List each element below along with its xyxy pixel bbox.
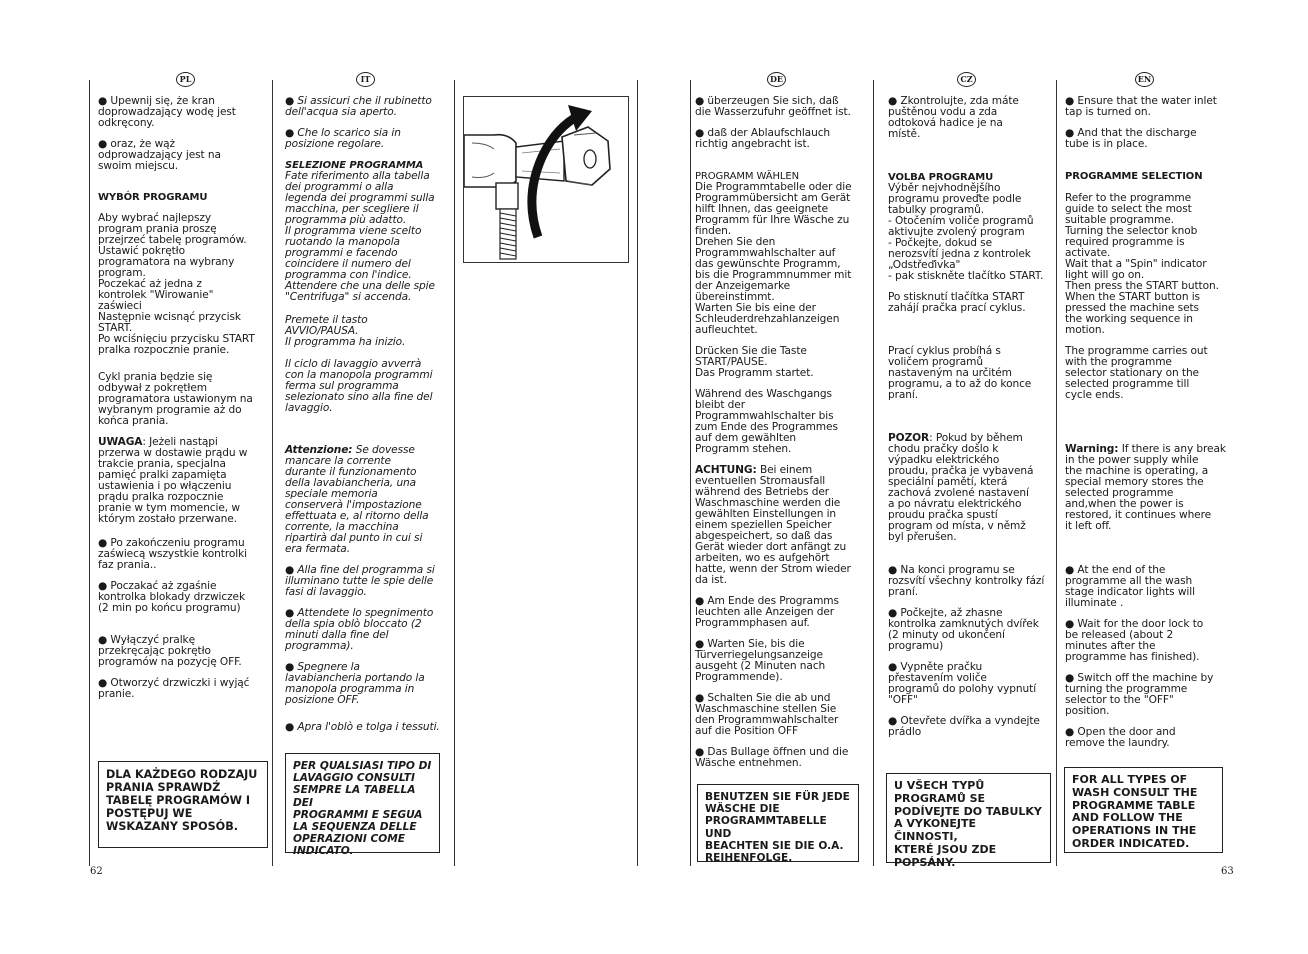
warning-paragraph (888, 433, 1053, 543)
paragraph: Cykl prania będzie się odbywał z pokrętłem programatora ustawionym na wybranym programie aż do końca prania. (98, 371, 253, 427)
column-de (695, 96, 867, 779)
warning-text: : Jeżeli nastąpi przerwa w dostawie prądu w trakcie prania, specjalna pamięć pralki zapamięta ustawienia i po włączeniu prądu pralka rozpocznie pranie w tym momencie, w którym zostało przerwane. (98, 436, 248, 525)
language-badge-de: DE (767, 72, 786, 87)
column-divider (873, 80, 874, 866)
bullet-text: ● oraz, że wąż odprowadzający jest na swoim miejscu. (98, 138, 221, 172)
paragraph: Prací cyklus probíhá s voličem programů nastaveným na určitém programu, a to až do konce praní. (888, 345, 1032, 401)
notice-box-pl: DLA KAŻDEGO RODZAJU PRANIA SPRAWDŹ TABELĘ PROGRAMÓW I POSTĘPUJ WE WSKAZANY SPOSÓB. (98, 761, 268, 848)
language-badge-it: IT (356, 72, 375, 87)
section-heading: VOLBA PROGRAMU (888, 172, 994, 183)
paragraph: Premete il tasto AVVIO/PAUSA. Il programma ha inizio. (285, 314, 406, 348)
page-number-right: 63 (1221, 866, 1234, 877)
notice-box-de: BENUTZEN SIE FÜR JEDE WÄSCHE DIE PROGRAMMTABELLE UND BEACHTEN SIE DIE O.A. REIHENFOLGE. (697, 784, 859, 862)
warning-label: ACHTUNG: (695, 464, 757, 476)
bullet-text: ● überzeugen Sie sich, daß die Wasserzufuhr geöffnet ist. (695, 95, 851, 118)
bullet-text: ● Otevřete dvířka a vyndejte prádlo (888, 715, 1040, 738)
bullet-text: ● Zkontrolujte, zda máte puštěnou vodu a zda odtoková hadice je na místě. (888, 95, 1019, 140)
column-divider (89, 80, 90, 866)
bullet-text: ● At the end of the programme all the wash stage indicator lights will illuminate . (1065, 564, 1195, 609)
tap-illustration (463, 96, 629, 263)
warning-text: : Pokud by během chodu pračky došlo k výpadku elektrického proudu, pračka je vybavená speciální pamětí, která zachová zvolené nastavení a po návratu elektrického proudu pračka spustí program od místa, v němž byl přerušen. (888, 432, 1034, 543)
bullet-text: ● Počkejte, až zhasne kontrolka zamknutých dvířek (2 minuty od ukončení programu) (888, 607, 1039, 652)
column-divider (690, 80, 691, 866)
bullet-text: ● Wait for the door lock to be released (about 2 minutes after the programme has finished). (1065, 618, 1204, 663)
paragraph: Po stisknutí tlačítka START zahájí pračka prací cyklus. (888, 291, 1026, 314)
paragraph: Il ciclo di lavaggio avverrà con la manopola programmi ferma sul programma selezionato sino alla fine del lavaggio. (285, 358, 433, 414)
warning-text: Bei einem eventuellen Stromausfall während des Betriebs der Waschmaschine werden die gewählten Einstellungen in einem speziellen Speicher abgespeichert, so daß das Gerät wieder dort anfängt zu arbeiten, wo es aufgehört hatte, wenn der Strom wieder da ist. (695, 464, 851, 586)
bullet-text: ● Upewnij się, że kran doprowadzający wodę jest odkręcony. (98, 95, 236, 129)
paragraph: Refer to the programme guide to select the most suitable programme. Turning the selector knob required programme is activate. Wait that a "Spin" indicator light will go on. Then press the START button. When the START button is pressed the machine sets the working sequence in motion. (1065, 192, 1219, 336)
paragraph: Die Programmtabelle oder die Programmübersicht am Gerät hilft Ihnen, das geeignete Programm für Ihre Wäsche zu finden. Drehen Sie den Programmwahlschalter auf das gewünschte Programm, bis die Programmnummer mit der Anzeigemarke übereinstimmt. Warten Sie bis eine der Schleuderdrehzahlanzeigen aufleuchtet. (695, 181, 852, 336)
section-heading: WYBÓR PROGRAMU (98, 192, 208, 203)
bullet-text: ● Apra l'oblò e tolga i tessuti. (285, 721, 440, 733)
paragraph: Fate riferimento alla tabella dei programmi o alla legenda dei programmi sulla macchina, per scegliere il programma più adatto. Il programma viene scelto ruotando la manopola programmi e facendo coincidere il numero del programma con l'indice. Attendere che una delle spie "Centrifuga" si accenda. (285, 170, 435, 303)
warning-label: Warning: (1065, 443, 1119, 455)
page-number-left: 62 (90, 866, 103, 877)
bullet-text: ● daß der Ablaufschlauch richtig angebracht ist. (695, 127, 831, 150)
warning-paragraph (1065, 444, 1227, 532)
warning-label: POZOR (888, 432, 930, 444)
bullet-text: ● Switch off the machine by turning the programme selector to the "OFF" position. (1065, 672, 1214, 717)
language-badge-cz: CZ (957, 72, 976, 87)
warning-text: Se dovesse mancare la corrente durante il funzionamento della lavabiancheria, una speciale memoria conserverà l'impostazione effettuata e, al ritorno della corrente, la macchina ripartirà dal punto in cui si era fermata. (285, 444, 429, 555)
notice-box-en: FOR ALL TYPES OF WASH CONSULT THE PROGRAMME TABLE AND FOLLOW THE OPERATIONS IN THE ORDER INDICATED. (1064, 767, 1223, 853)
bullet-text: ● Wyłączyć pralkę przekręcając pokrętło programów na pozycję OFF. (98, 634, 242, 668)
bullet-text: ● And that the discharge tube is in place. (1065, 127, 1197, 150)
bullet-text: ● Na konci programu se rozsvítí všechny kontrolky fází praní. (888, 564, 1045, 598)
section-heading: SELEZIONE PROGRAMMA (285, 160, 424, 171)
paragraph: Výběr nejvhodnějšího programu proveďte podle tabulky programů. - Otočením voliče programů aktivujte zvolený program - Počkejte, dokud se nerozsvítí jedna z kontrolek „Odstřeďivka" - pak stiskněte tlačítko START. (888, 182, 1044, 282)
bullet-text: ● Ensure that the water inlet tap is turned on. (1065, 95, 1217, 118)
section-heading: PROGRAMM WÄHLEN (695, 171, 799, 182)
bullet-text: ● Attendete lo spegnimento della spia oblò bloccato (2 minuti dalla fine del programma). (285, 607, 434, 652)
water-tap-icon (464, 97, 628, 262)
column-it (285, 96, 450, 743)
column-divider (272, 80, 273, 866)
bullet-text: ● Am Ende des Programms leuchten alle Anzeigen der Programmphasen auf. (695, 595, 839, 629)
paragraph: Während des Waschgangs bleibt der Programmwahlschalter bis zum Ende des Programmes auf dem gewählten Programm stehen. (695, 388, 838, 455)
bullet-text: ● Poczakać aż zgaśnie kontrolka blokady drzwiczek (2 min po końcu programu) (98, 580, 245, 614)
bullet-text: ● Otworzyć drzwiczki i wyjąć pranie. (98, 677, 250, 700)
bullet-text: ● Schalten Sie die ab und Waschmaschine stellen Sie den Programmwahlschalter auf die Position OFF (695, 692, 839, 737)
warning-text: If there is any break in the power supply while the machine is operating, a special memory stores the selected programme and,when the power is restored, it continues where it left off. (1065, 443, 1226, 532)
warning-paragraph (695, 465, 867, 586)
column-divider (454, 80, 455, 866)
column-divider (637, 80, 638, 866)
notice-box-cz: U VŠECH TYPŮ PROGRAMŮ SE PODÍVEJTE DO TABULKY A VYKONEJTE ČINNOSTI, KTERÉ JSOU ZDE POPSÁNY. (886, 773, 1051, 863)
column-en (1065, 96, 1227, 759)
bullet-text: ● Che lo scarico sia in posizione regolare. (285, 127, 401, 150)
language-badge-pl: PL (176, 72, 195, 87)
paragraph: Drücken Sie die Taste START/PAUSE. Das Programm startet. (695, 345, 814, 379)
bullet-text: ● Warten Sie, bis die Türverriegelungsanzeige ausgeht (2 Minuten nach Programmende). (695, 638, 826, 683)
warning-label: UWAGA (98, 436, 143, 448)
bullet-text: ● Das Bullage öffnen und die Wäsche entnehmen. (695, 746, 849, 769)
bullet-text: ● Po zakończeniu programu zaświecą wszystkie kontrolki faz prania.. (98, 537, 247, 571)
bullet-text: ● Vypněte pračku přestavením voliče programů do polohy vypnutí "OFF" (888, 661, 1037, 706)
warning-paragraph (285, 445, 450, 555)
column-cz (888, 96, 1053, 748)
column-divider (1056, 80, 1057, 866)
bullet-text: ● Spegnere la lavabiancheria portando la manopola programma in posizione OFF. (285, 661, 425, 706)
bullet-text: ● Open the door and remove the laundry. (1065, 726, 1176, 749)
warning-label: Attenzione: (285, 444, 353, 456)
paragraph: The programme carries out with the programme selector stationary on the selected programme till cycle ends. (1065, 345, 1208, 401)
column-pl (98, 96, 268, 710)
bullet-text: ● Alla fine del programma si illuminano tutte le spie delle fasi di lavaggio. (285, 564, 435, 598)
section-heading: PROGRAMME SELECTION (1065, 171, 1203, 182)
language-badge-en: EN (1135, 72, 1154, 87)
bullet-text: ● Si assicuri che il rubinetto dell'acqua sia aperto. (285, 95, 432, 118)
paragraph: Aby wybrać najlepszy program prania proszę przejrzeć tabelę programów. Ustawić pokrętło programatora na wybrany program. Poczekać aż jedna z kontrolek "Wirowanie" zaświeci Następnie wcisnąć przycisk START. Po wciśnięciu przycisku START pralka rozpocznie pranie. (98, 212, 255, 356)
warning-paragraph (98, 437, 268, 525)
notice-box-it: PER QUALSIASI TIPO DI LAVAGGIO CONSULTI SEMPRE LA TABELLA DEI PROGRAMMI E SEGUA LA SEQUENZA DELLE OPERAZIONI COME INDICATO. (285, 753, 440, 853)
